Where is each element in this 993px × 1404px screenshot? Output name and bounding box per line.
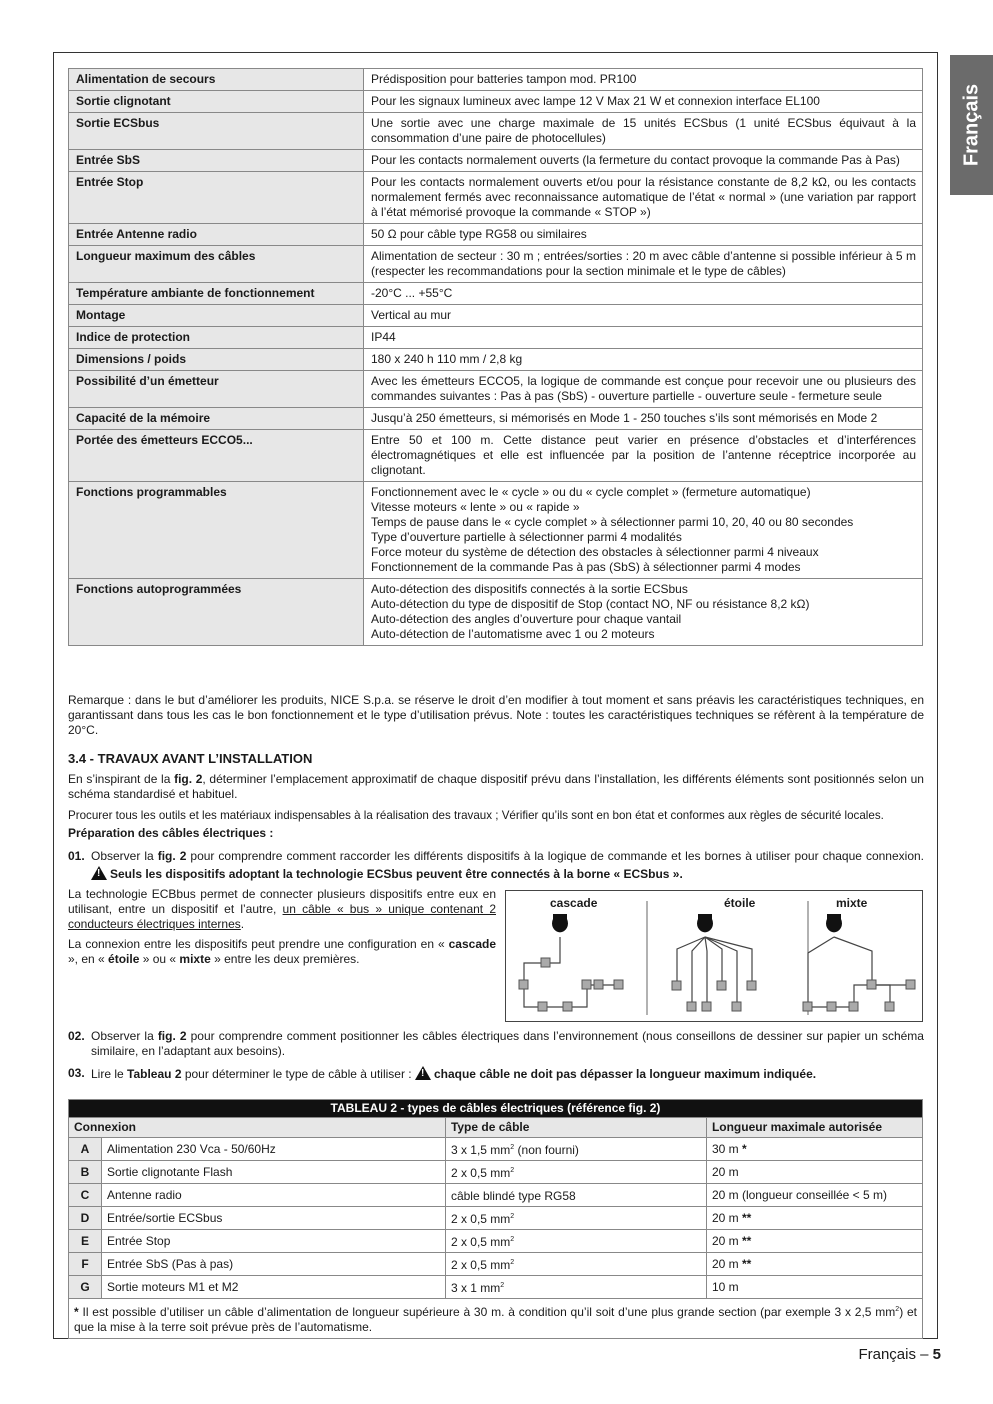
step-01: 01. Observer la fig. 2 pour comprendre comment raccorder les différents dispositifs à la logique de commande et les bornes à utiliser pour chaque connexion. !Seuls les dispositifs adoptant la technologie ECSbus peuvent être connectés à la borne « ECSbus ».	[68, 847, 924, 883]
spec-value-line: Vitesse moteurs « lente » ou « rapide »	[371, 500, 580, 514]
control-unit-icon	[697, 914, 713, 932]
header-cable-type: Type de câble	[445, 1118, 706, 1138]
spec-value-line: Type d’ouverture partielle à sélectionner parmi 4 modalités	[371, 530, 682, 544]
spec-value	[364, 69, 923, 91]
spec-value	[364, 327, 923, 349]
row-connexion: Entrée/sortie ECSbus	[102, 1207, 446, 1230]
spec-value	[364, 305, 923, 327]
row-id: D	[69, 1207, 102, 1230]
control-unit-icon	[552, 914, 568, 932]
spec-value	[364, 91, 923, 113]
control-unit-icon	[826, 914, 842, 932]
row-cable-type: 3 x 1 $mm^2$	[445, 1276, 706, 1299]
spec-value-line: Auto-détection des angles d’ouverture pour chaque vantail	[371, 612, 682, 626]
table-row	[69, 1161, 923, 1184]
page-footer	[858, 1346, 941, 1363]
table-title: TABLEAU 2 - types de câbles électriques (référence fig. 2)	[69, 1100, 923, 1118]
table-row	[69, 1276, 923, 1299]
spec-row	[69, 408, 923, 430]
spec-value-line: Vertical au mur	[371, 308, 452, 322]
spec-value-line: Entre 50 et 100 m. Cette distance peut varier en présence d’obstacles et d’interférences électromagnétiques et elle est influencée par la position de l’antenne réceptrice incorporée au clignotant.	[371, 433, 916, 477]
spec-key: Fonctions autoprogrammées	[69, 579, 364, 646]
row-id: G	[69, 1276, 102, 1299]
row-connexion: Entrée Stop	[102, 1230, 446, 1253]
spec-row	[69, 482, 923, 579]
spec-row	[69, 430, 923, 482]
spec-key: Sortie clignotant	[69, 91, 364, 113]
spec-row	[69, 113, 923, 150]
spec-row	[69, 172, 923, 224]
spec-value	[364, 579, 923, 646]
row-cable-type: 2 x 0,5 $mm^2$	[445, 1207, 706, 1230]
spec-value-line: Avec les émetteurs ECCO5, la logique de commande est conçue pour recevoir une ou plusieurs des commandes suivantes : Pas à pas (SbS) - ouverture partielle - ouverture seule - fermeture seule	[371, 374, 916, 403]
spec-value-line: Pour les contacts normalement ouverts (la fermeture du contact provoque la commande Pas à Pas)	[371, 153, 900, 167]
spec-row	[69, 371, 923, 408]
spec-value-line: Auto-détection de l’automatisme avec 1 ou 2 moteurs	[371, 627, 655, 641]
row-max-length: 20 m (longueur conseillée < 5 m)	[706, 1184, 922, 1207]
intro-paragraph: En s’inspirant de la fig. 2, déterminer l’emplacement approximatif de chaque dispositif prévu dans l’installation, les différents éléments sont positionnés selon un schéma standardisé et habituel.	[68, 772, 924, 801]
row-cable-type: 2 x 0,5 $mm^2$	[445, 1161, 706, 1184]
table-note: * Il est possible d’utiliser un câble d’alimentation de longueur supérieure à 30 m. à condition qu’il soit d’une plus grande section (par exemple 3 x 2,5 $mm^2$) et que la mise à la terre soit prévue près de l’automatisme.	[69, 1299, 923, 1339]
step-03: 03. Lire le Tableau 2 pour déterminer le type de câble à utiliser : !chaque câble ne doit pas dépasser la longueur maximum indiquée.	[68, 1066, 924, 1082]
row-max-length: 20 m **	[706, 1230, 922, 1253]
row-connexion: Entrée SbS (Pas à pas)	[102, 1253, 446, 1276]
spec-value-line: Une sortie avec une charge maximale de 15 unités ECSbus (1 unité ECSbus équivaut à la consommation d’une paire de photocellules)	[371, 116, 916, 145]
warning-icon	[91, 866, 107, 880]
bus-topology-diagram	[505, 890, 923, 1022]
row-connexion: Antenne radio	[102, 1184, 446, 1207]
label-mixte: mixte	[836, 896, 868, 910]
row-max-length: 20 m **	[706, 1207, 922, 1230]
spec-value-line: 180 x 240 h 110 mm / 2,8 kg	[371, 352, 523, 366]
language-tab	[950, 55, 993, 195]
spec-key: Possibilité d’un émetteur	[69, 371, 364, 408]
spec-key: Indice de protection	[69, 327, 364, 349]
spec-row	[69, 579, 923, 646]
cable-types-table	[68, 1099, 923, 1339]
spec-value-line: Alimentation de secteur : 30 m ; entrées/sorties : 20 m avec câble d’antenne si possible inférieur à 5 m (respecter les recommandations pour la section minimale et le type de câbles)	[371, 249, 916, 278]
remark-paragraph: Remarque : dans le but d’améliorer les produits, NICE S.p.a. se réserve le droit d’en modifier à tout moment et sans préavis les caractéristiques techniques, en garantissant dans tous les cas le bon fonctionnement et le type d’utilisation prévus. Note : toutes les caractéristiques techniques se réfèrent à la température de 20°C.	[68, 693, 924, 737]
topology-drawing	[506, 891, 924, 1023]
spec-value-line: 50 Ω pour câble type RG58 ou similaires	[371, 227, 587, 241]
row-max-length: 30 m *	[706, 1138, 922, 1161]
spec-value	[364, 246, 923, 283]
section-title: 3.4 - TRAVAUX AVANT L’INSTALLATION	[68, 751, 313, 766]
spec-value	[364, 283, 923, 305]
spec-row	[69, 349, 923, 371]
header-connexion: Connexion	[69, 1118, 446, 1138]
spec-value-line: Pour les contacts normalement ouverts et/ou pour la résistance constante de 8,2 kΩ, ou les contacts normalement fermés avec reconnaissance automatique de l’état « normal » (une variation par rapport à l’état mémorisé provoque la commande « STOP »)	[371, 175, 916, 219]
spec-key: Alimentation de secours	[69, 69, 364, 91]
label-etoile: étoile	[724, 896, 756, 910]
spec-row	[69, 327, 923, 349]
spec-key: Température ambiante de fonctionnement	[69, 283, 364, 305]
row-id: C	[69, 1184, 102, 1207]
spec-key: Fonctions programmables	[69, 482, 364, 579]
spec-value-line: Prédisposition pour batteries tampon mod. PR100	[371, 72, 637, 86]
spec-value-line: IP44	[371, 330, 396, 344]
table-row	[69, 1230, 923, 1253]
row-max-length: 20 m	[706, 1161, 922, 1184]
spec-key: Montage	[69, 305, 364, 327]
spec-key: Entrée Stop	[69, 172, 364, 224]
row-cable-type: 2 x 0,5 $mm^2$	[445, 1230, 706, 1253]
table-row	[69, 1207, 923, 1230]
spec-row	[69, 224, 923, 246]
spec-value-line: Auto-détection des dispositifs connectés à la sortie ECSbus	[371, 582, 688, 596]
step-02: 02. Observer la fig. 2 pour comprendre comment positionner les câbles électriques dans l’environnement (nous conseillons de dessiner sur papier un schéma similaire, en l’adaptant aux besoins).	[68, 1029, 924, 1058]
row-id: E	[69, 1230, 102, 1253]
spec-row	[69, 91, 923, 113]
spec-key: Dimensions / poids	[69, 349, 364, 371]
spec-value-line: Auto-détection du type de dispositif de Stop (contact NO, NF ou résistance 8,2 kΩ)	[371, 597, 810, 611]
spec-value	[364, 150, 923, 172]
table-row	[69, 1184, 923, 1207]
row-cable-type: 3 x 1,5 $mm^2$ (non fourni)	[445, 1138, 706, 1161]
spec-key: Entrée SbS	[69, 150, 364, 172]
row-max-length: 10 m	[706, 1276, 922, 1299]
row-cable-type: 2 x 0,5 $mm^2$	[445, 1253, 706, 1276]
tools-paragraph: Procurer tous les outils et les matériaux indispensables à la réalisation des travaux ; Vérifier qu’ils sont en bon état et conformes aux règles de sécurité locales.	[68, 809, 884, 822]
spec-key: Longueur maximum des câbles	[69, 246, 364, 283]
spec-key: Sortie ECSbus	[69, 113, 364, 150]
spec-key: Entrée Antenne radio	[69, 224, 364, 246]
header-max-length: Longueur maximale autorisée	[706, 1118, 922, 1138]
spec-value-line: Fonctionnement avec le « cycle » ou du « cycle complet » (fermeture automatique)	[371, 485, 811, 499]
row-cable-type: câble blindé type RG58	[445, 1184, 706, 1207]
spec-row	[69, 69, 923, 91]
warning-icon	[415, 1066, 431, 1080]
spec-value	[364, 408, 923, 430]
row-connexion: Sortie clignotante Flash	[102, 1161, 446, 1184]
language-tab-label: Français	[960, 83, 982, 167]
spec-value	[364, 349, 923, 371]
row-max-length: 20 m **	[706, 1253, 922, 1276]
table-row	[69, 1253, 923, 1276]
spec-value	[364, 430, 923, 482]
spec-value-line: Pour les signaux lumineux avec lampe 12 V Max 21 W et connexion interface EL100	[371, 94, 820, 108]
spec-key: Capacité de la mémoire	[69, 408, 364, 430]
label-cascade: cascade	[550, 896, 598, 910]
spec-value-line: -20°C ... +55°C	[371, 286, 453, 300]
spec-value	[364, 113, 923, 150]
table-row	[69, 1138, 923, 1161]
spec-row	[69, 150, 923, 172]
ecsbus-paragraph: La technologie ECBbus permet de connecter plusieurs dispositifs entre eux en utilisant, entre un dispositif et l’autre, un câble « bus » unique contenant 2 conducteurs électriques internes.	[68, 887, 496, 931]
spec-value	[364, 224, 923, 246]
spec-value-line: Force moteur du système de détection des obstacles à sélectionner parmi 4 niveaux	[371, 545, 819, 559]
spec-row	[69, 305, 923, 327]
spec-key: Portée des émetteurs ECCO5...	[69, 430, 364, 482]
spec-value	[364, 482, 923, 579]
spec-value-line: Temps de pause dans le « cycle complet » à sélectionner parmi 10, 20, 40 ou 80 secondes	[371, 515, 854, 529]
footer-language: Français –	[858, 1346, 933, 1363]
row-id: F	[69, 1253, 102, 1276]
cables-subtitle: Préparation des câbles électriques :	[68, 826, 274, 840]
spec-value-line: Fonctionnement de la commande Pas à pas (SbS) à sélectionner parmi 4 modes	[371, 560, 801, 574]
spec-row	[69, 283, 923, 305]
page-number: 5	[932, 1346, 941, 1363]
spec-row	[69, 246, 923, 283]
spec-value	[364, 371, 923, 408]
row-connexion: Sortie moteurs M1 et M2	[102, 1276, 446, 1299]
spec-value-line: Jusqu’à 250 émetteurs, si mémorisés en Mode 1 - 250 touches s’ils sont mémorisés en Mode 2	[371, 411, 878, 425]
row-connexion: Alimentation 230 Vca - 50/60Hz	[102, 1138, 446, 1161]
row-id: B	[69, 1161, 102, 1184]
row-id: A	[69, 1138, 102, 1161]
specifications-table	[68, 68, 923, 646]
configuration-paragraph: La connexion entre les dispositifs peut prendre une configuration en « cascade », en « étoile » ou « mixte » entre les deux premières.	[68, 937, 496, 966]
spec-value	[364, 172, 923, 224]
